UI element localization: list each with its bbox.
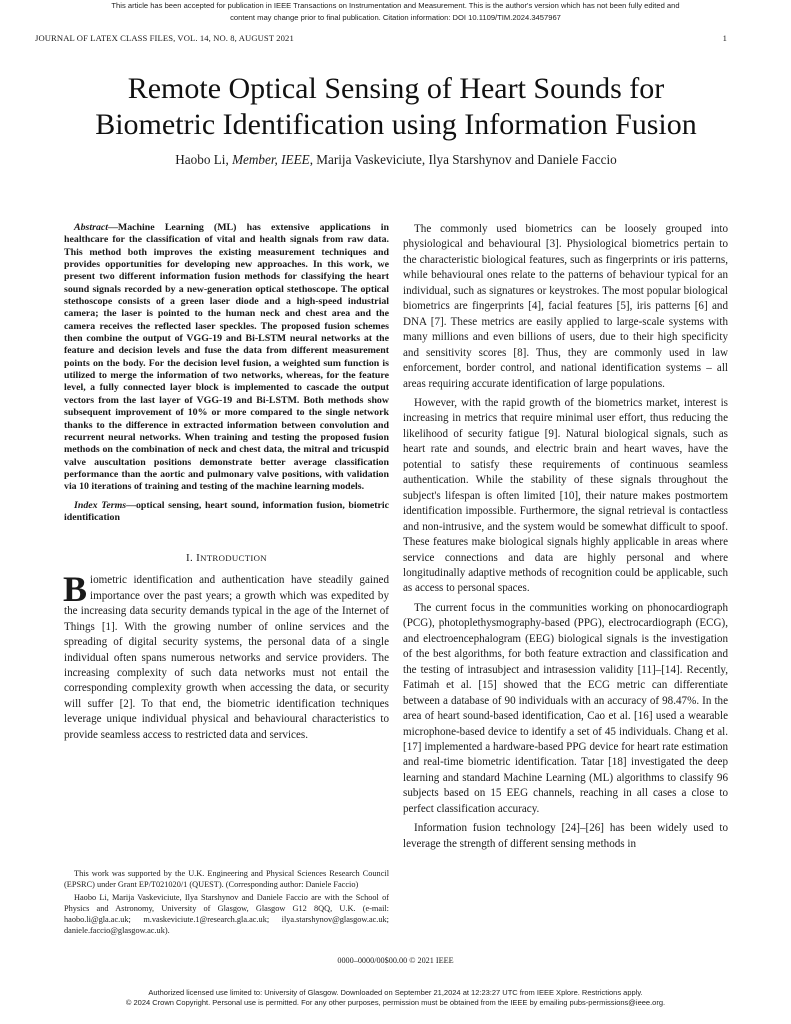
copyright-line: 0000–0000/00$00.00 © 2021 IEEE bbox=[337, 956, 454, 965]
index-terms-text: —optical sensing, heart sound, information fusion, biometric identification bbox=[64, 499, 390, 523]
page-number: 1 bbox=[722, 33, 727, 43]
title-line1: Remote Optical Sensing of Heart Sounds for bbox=[127, 72, 665, 105]
paragraph-market: However, with the rapid growth of the biometrics market, interest is increasing in metrics that require minimal user effort, thus reducing the likelihood of security fatigue [9]. Natural biological signals, such as heart rate and sounds, and electric brain and heart waves, have the potential to satisfy these requirements of continuous seamless authentication. While the stability of these signals throughout the subject's lifespan is often limited [10], their nature makes postmortem identification impossible. Furthermore, the signal retrieval is contactless and non-intrusive, and the system would be somewhat difficult to spoof. These features make biological signals highly applicable in areas where service connections and data are highly personal and where longitudinally adaptive methods of recognition could be applicable, such as access to personal spaces. bbox=[403, 396, 728, 595]
paper-title bbox=[35, 71, 757, 143]
index-terms-label: Index Terms bbox=[74, 499, 127, 511]
running-head bbox=[35, 33, 727, 43]
author-list bbox=[35, 152, 757, 168]
license-notice bbox=[0, 988, 791, 1008]
author-rest: , Marija Vaskeviciute, Ilya Starshynov and Daniele Faccio bbox=[309, 152, 617, 167]
license-line2: © 2024 Crown Copyright. Personal use is permitted. For any other purposes, permission must be obtained from the IEEE by emailing pubs-permissions@ieee.org. bbox=[125, 998, 666, 1007]
accepted-notice bbox=[0, 0, 791, 23]
author-role: Member, IEEE bbox=[232, 152, 310, 167]
footnote-affiliations: Haobo Li, Marija Vaskeviciute, Ilya Starshynov and Daniele Faccio are with the School of Physics and Astronomy, University of Glasgow, Glasgow G12 8QQ, U.K. (e-mail: haobo.li@gla.ac.uk; m.vaskeviciute.1@research.gla.ac.uk; ilya.starshynov@glasgow.ac.uk; daniele.faccio@glasgow.ac.uk). bbox=[64, 893, 389, 936]
abstract-label: Abstract bbox=[74, 222, 109, 233]
footnote-funding: This work was supported by the U.K. Engineering and Physical Sciences Research Council (EPSRC) under Grant EP/T021020/1 (QUEST). (Corresponding author: Daniele Faccio) bbox=[64, 869, 389, 890]
drop-cap: B bbox=[63, 569, 88, 610]
intro-text: iometric identification and authentication have steadily gained importance over the past years; a growth which was expedited by the increasing data security demands typical in the age of the Internet of Things [1]. With the growing number of online services and the spreading of digital security systems, the personal data of a single individual often spans numerous networks and service providers. The increasing complexity of such data networks must not entail the corresponding complexity growth when accessing the data, or security will suffer [2]. To that end, the biometric identification techniques leverage unique individual physical and behavioural characteristics to provide seamless access to restricted data and services. bbox=[64, 574, 389, 741]
paragraph-current-focus: The current focus in the communities working on phonocardiograph (PCG), photoplethysmography-based (PPG), electrocardiograph (ECG), and electroencephalogram (EEG) biological signals is the investigation of the best algorithms, for both feature extraction and classification and the testing of intrasubject and intrasession validity [11]–[14]. Recently, Fatimah et al. [15] showed that the ECG metric can differentiate between a database of 90 individuals with an accuracy of 98.47%. In the area of heart sound-based identification, Cao et al. [16] used a wearable microphone-based device to identify a set of 45 individuals. Chang et al. [17] implemented a hardware-based PPG device for heart rate estimation and real-time biometric identification. Tatar [18] investigated the deep learning and standard Machine Learning (ML) algorithms to classify 96 subjects based on 15 EEG channels, reaching in all cases a close to perfect classification accuracy. bbox=[403, 601, 728, 815]
section-initial: I bbox=[196, 552, 201, 565]
accepted-notice-line2: content may change prior to final publication. Citation information: DOI 10.1109/TIM.2024.3457967 bbox=[230, 12, 561, 22]
accepted-notice-line1: This article has been accepted for publication in IEEE Transactions on Instrumentation and Measurement. This is the author's version which has not been fully edited and bbox=[111, 1, 680, 10]
license-line1: Authorized licensed use limited to: University of Glasgow. Downloaded on September 21,2024 at 12:23:27 UTC from IEEE Xplore. Restrictions apply. bbox=[148, 988, 643, 997]
intro-paragraph bbox=[63, 569, 389, 743]
title-line2: Biometric Identification using Information Fusion bbox=[95, 108, 697, 141]
paragraph-biometrics: The commonly used biometrics can be loosely grouped into physiological and behavioural [3]. Physiological biometrics pertain to the characteristic biological features, such as fingerprints or iris patterns, while behavioural ones relate to the patterns of behaviour typical for an individual, such as signatures or keystrokes. The most popular biological biometrics are fingerprints [4], facial features [5], iris patterns [6] and DNA [7]. These metrics are easily applied to large-scale systems with many millions and even billions of users, due to their high specificity and sensitivity scores [8]. Thus, they are commonly used in law enforcement, border control, and national identification systems – all areas requiring accurate identification of large populations. bbox=[403, 223, 728, 390]
section-numeral: I. bbox=[186, 552, 197, 565]
section-rest: NTRODUCTION bbox=[200, 553, 267, 564]
author-first: Haobo Li, bbox=[175, 152, 233, 167]
index-terms bbox=[64, 500, 389, 525]
footnotes bbox=[64, 868, 389, 939]
abstract-text: —Machine Learning (ML) has extensive applications in healthcare for the classification of vital and health signals from raw data. This method both improves the existing measurement techniques and provides opportunities for developing new approaches. In this work, we present two different information fusion methods for classifying the heart sound signals recorded by a new-generation optical stethoscope. The optical stethoscope consists of a green laser diode and a high-speed industrial camera; the laser is pointed to the human neck and chest area and the camera receives the reflected laser speckles. The proposed fusion schemes then combine the output of VGG-19 and Bi-LSTM neural networks at the feature and decision levels and fuse the data from different measurement points on the body. For the decision level fusion, a weighted sum function is utilized to merge the information of two networks, whereas, for the feature level, a fully connected layer block is implemented to cascade the output vectors from the last layer of VGG-19 and Bi-LSTM. Both methods show subsequent improvement of 10% or more compared to the single network thanks to the difference in extracted information between convolution and recurrent neural networks. When training and testing the proposed fusion methods on the combination of neck and chest data, the mitral and tricuspid valve auscultation positions demonstrate better average classification performance than the aortic and pulmonary valve positions, with validation via 10 iterations of training and testing of the machine learning models. bbox=[64, 222, 389, 493]
section-heading-introduction bbox=[64, 551, 389, 565]
abstract bbox=[64, 222, 389, 494]
right-column bbox=[403, 222, 728, 856]
left-column bbox=[64, 222, 389, 743]
paragraph-fusion: Information fusion technology [24]–[26] has been widely used to leverage the strength of different sensing methods in bbox=[403, 822, 728, 850]
journal-name: JOURNAL OF LATEX CLASS FILES, VOL. 14, NO. 8, AUGUST 2021 bbox=[35, 33, 294, 43]
